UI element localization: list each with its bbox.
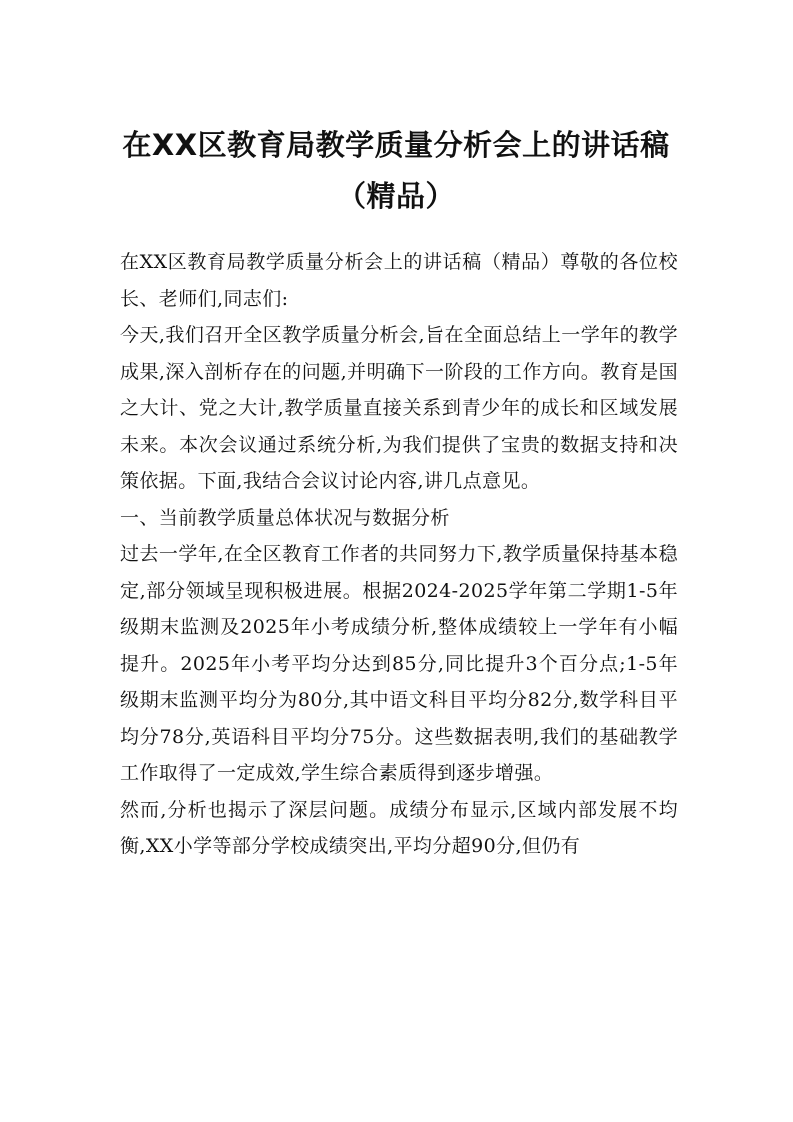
paragraph-introduction: 今天,我们召开全区教学质量分析会,旨在全面总结上一学年的教学成果,深入剖析存在的问题,并明确下一阶段的工作方向。教育是国之大计、党之大计,教学质量直接关系到青少年的成长和区域发展未来。本次会议通过系统分析,为我们提供了宝贵的数据支持和决策依据。下面,我结合会议讨论内容,讲几点意见。 [120, 324, 678, 492]
paragraph-data-analysis: 过去一学年,在全区教育工作者的共同努力下,教学质量保持基本稳定,部分领域呈现积极进展。根据2024-2025学年第二学期1-5年级期末监测及2025年小考成绩分析,整体成绩较上一学年有小幅提升。2025年小考平均分达到85分,同比提升3个百分点;1-5年级期末监测平均分为80分,其中语文科目平均分82分,数学科目平均分78分,英语科目平均分75分。这些数据表明,我们的基础教学工作取得了一定成效,学生综合素质得到逐步增强。 [120, 543, 678, 784]
paragraph-greeting: 在XX区教育局教学质量分析会上的讲话稿（精品）尊敬的各位校长、老师们,同志们: [120, 251, 678, 310]
document-title: 在XX区教育局教学质量分析会上的讲话稿（精品） [122, 128, 670, 213]
paragraph-problems: 然而,分析也揭示了深层问题。成绩分布显示,区域内部发展不均衡,XX小学等部分学校成绩突出,平均分超90分,但仍有 [120, 798, 678, 857]
section-heading-1: 一、当前教学质量总体状况与数据分析 [120, 506, 450, 529]
document-body [120, 244, 678, 865]
